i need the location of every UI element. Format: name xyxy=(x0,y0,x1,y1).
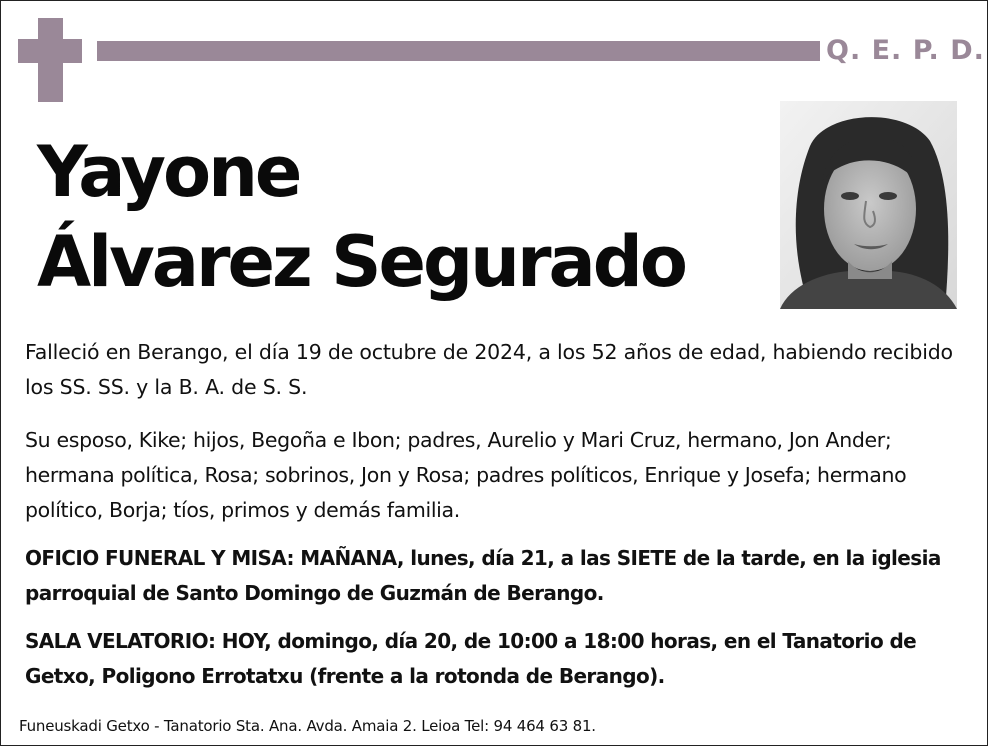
funeral-home-contact: Funeuskadi Getxo - Tanatorio Sta. Ana. Avda. Amaia 2. Leioa Tel: 94 464 63 81. xyxy=(19,717,596,735)
family-paragraph: Su esposo, Kike; hijos, Begoña e Ibon; padres, Aurelio y Mari Cruz, hermano, Jon Ander; hermana política, Rosa; sobrinos, Jon y Rosa; padres políticos, Enrique y Josefa; hermano político, Borja; tíos, primos y demás familia. xyxy=(25,428,907,522)
qepd-heading: Q. E. P. D. xyxy=(826,35,985,66)
header-rule xyxy=(97,41,820,61)
cross-horizontal-bar xyxy=(18,39,82,63)
death-notice-paragraph: Falleció en Berango, el día 19 de octubre de 2024, a los 52 años de edad, habiendo recibido los SS. SS. y la B. A. de S. S. xyxy=(25,340,953,399)
deceased-first-name: Yayone xyxy=(37,131,300,213)
deceased-surnames: Álvarez Segurado xyxy=(37,221,685,303)
funeral-service-paragraph: OFICIO FUNERAL Y MISA: MAÑANA, lunes, día 21, a las SIETE de la tarde, en la iglesia parroquial de Santo Domingo de Guzmán de Berango. xyxy=(25,546,941,605)
portrait-photo xyxy=(780,101,957,309)
wake-paragraph: SALA VELATORIO: HOY, domingo, día 20, de 10:00 a 18:00 horas, en el Tanatorio de Getxo, Poligono Errotatxu (frente a la rotonda de Berango). xyxy=(25,629,917,688)
